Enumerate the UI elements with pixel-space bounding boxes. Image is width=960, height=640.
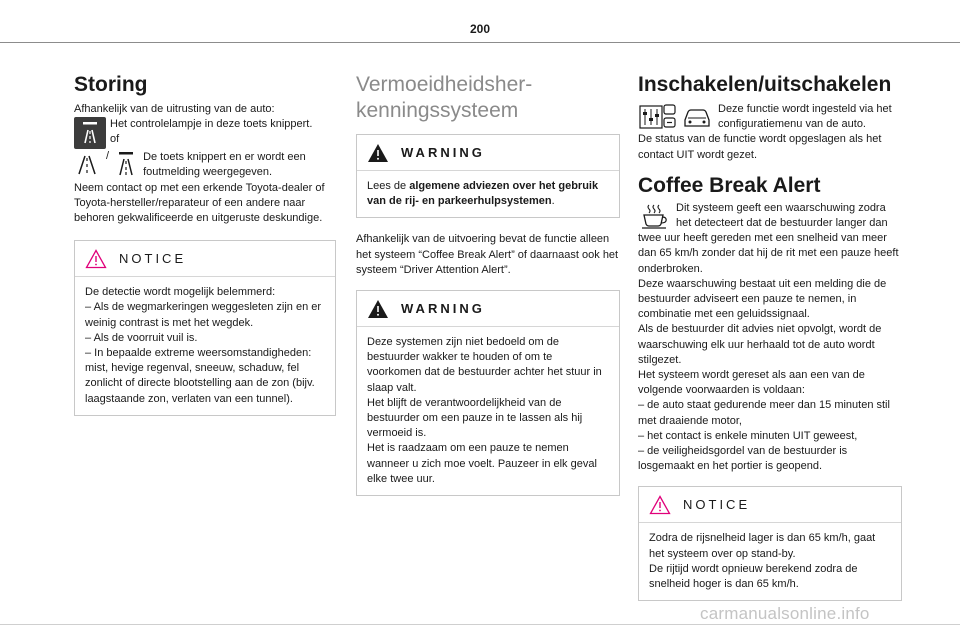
notice-box-detection [74,240,336,416]
config-text: Deze functie wordt ingesteld via het configuratiemenu van de auto. [718,103,892,131]
notice-label: NOTICE [119,251,187,267]
fatigue-body-text: Afhankelijk van de uitvoering bevat de functie alleen het systeem “Coffee Break Alert” of daarnaast ook het systeem “Driver Attention Alert”. [356,233,619,276]
warning-box-responsibility [356,290,620,496]
coffee-line: Het systeem wordt gereset als aan een van de volgende voorwaarden is voldaan: [638,369,865,397]
indicator-row-1 [74,117,336,149]
warning-triangle-icon [367,143,389,163]
notice-line: De detectie wordt mogelijk belemmerd: [85,286,276,299]
warning-header [357,291,619,327]
lane-warning-button-icon [74,117,106,149]
warning-text-post: . [551,195,555,208]
warning-box-general-advice [356,134,620,218]
section-title-storing: Storing [74,73,148,96]
notice-line: – Als de voorruit vuil is. [85,331,198,344]
warning-label: WARNING [401,145,485,160]
section-title-fatigue-line1: Vermoeidheidsher- [356,73,533,96]
notice-triangle-icon [85,249,107,269]
notice-triangle-icon [649,495,671,515]
or-text: of [110,133,120,146]
intro-text: Afhankelijk van de uitrusting van de auto: [74,103,275,115]
section-title-coffee-break: Coffee Break Alert [638,173,821,197]
coffee-line: Deze waarschuwing bestaat uit een melding die de bestuurder adviseert een pauze te nemen, in combinatie met een geluidssignaal. [638,277,887,321]
warning-label: WARNING [401,301,485,317]
notice-header [75,241,335,277]
notice-body [639,523,901,600]
coffee-cup-icon [638,201,670,231]
footer-rule [0,624,960,625]
column-activation [638,72,902,601]
indicator-1-text: Het controlelampje in deze toets knippert. [110,118,313,131]
notice-line: – In bepaalde extreme weersomstandigheden: mist, hevige regenval, sneeuw, schaduw, fel zonlicht of directe blootstelling aan de zon (bijv. laagstaande zon, verlaten van een tunnel). [85,347,315,405]
coffee-line: – de auto staat gedurende meer dan 15 minuten stil met draaiende motor, [638,399,890,427]
warning-body [357,171,619,217]
coffee-line: – het contact is enkele minuten UIT geweest, [638,429,858,442]
warning-text [367,179,609,209]
notice-label: NOTICE [683,497,751,513]
lane-departure-icon [74,150,100,178]
config-row [638,102,902,132]
section-title-fatigue-line2: kenningssysteem [356,99,519,122]
settings-menu-icon [638,102,678,132]
notice-box-standby [638,486,902,601]
coffee-line: Als de bestuurder dit advies niet opvolgt, wordt de waarschuwing elk uur herhaald tot de auto wordt stilgezet. [638,323,882,366]
page-number: 200 [469,22,491,36]
warning-text-pre: Lees de [367,180,410,192]
notice-body [75,277,335,415]
column-storing [74,72,336,416]
warning-body [357,327,619,495]
warning-header [357,135,619,171]
notice-line: – Als de wegmarkeringen weggesleten zijn en er weinig contrast is met het wegdek. [85,301,322,329]
warning-line: Het is raadzaam om een pauze te nemen wanneer u zich moe voelt. Pauzeer in elk geval elke twee uur. [367,442,597,485]
contact-dealer-text: Neem contact op met een erkende Toyota-dealer of Toyota-hersteller/reparateur of een andere naar behoren gekwalificeerde en uitgeruste deskundige. [74,181,325,225]
header-rule [0,42,960,43]
general-advice-link-text: algemene adviezen over het gebruik van de rij- en parkeerhulpsystemen [367,180,599,208]
status-text: De status van de functie wordt opgeslagen als het contact UIT wordt gezet. [638,133,882,161]
warning-line: Deze systemen zijn niet bedoeld om de bestuurder wakker te houden of om te voorkomen dat de bestuurder achter het stuur in slaap valt. [367,336,602,394]
notice-header [639,487,901,523]
coffee-break-text [638,201,902,277]
watermark-text: carmanualsonline.info [700,604,870,623]
notice-line: De rijtijd wordt opnieuw berekend zodra de snelheid hoger is dan 65 km/h. [649,562,858,591]
slash-text: / [106,150,110,163]
coffee-break-description: Dit systeem geeft een waarschuwing zodra het detecteert dat de bestuurder langer dan twee uur heeft gereden met een snelheid van meer dan 65 km/h zonder dat hij de rit met een pauze heeft onderbroken. [638,201,899,275]
warning-triangle-icon [367,299,389,319]
warning-line: Het blijft de verantwoordelijkheid van de bestuurder om een pauze in te lassen als hij vermoeid is. [367,396,583,440]
notice-line: Zodra de rijsnelheid lager is dan 65 km/h, gaat het systeem over op stand-by. [649,532,876,560]
coffee-line: – de veiligheidsgordel van de bestuurder is losgemaakt en het portier is geopend. [638,445,848,473]
section-title-activation: Inschakelen/uitschakelen [638,73,892,96]
car-menu-icon [680,102,714,132]
column-fatigue-detection [356,72,620,496]
indicator-2-text: De toets knippert en er wordt een foutmelding weergegeven. [143,151,306,179]
lane-warning-outline-icon [115,150,137,178]
indicator-row-2 [74,150,336,180]
